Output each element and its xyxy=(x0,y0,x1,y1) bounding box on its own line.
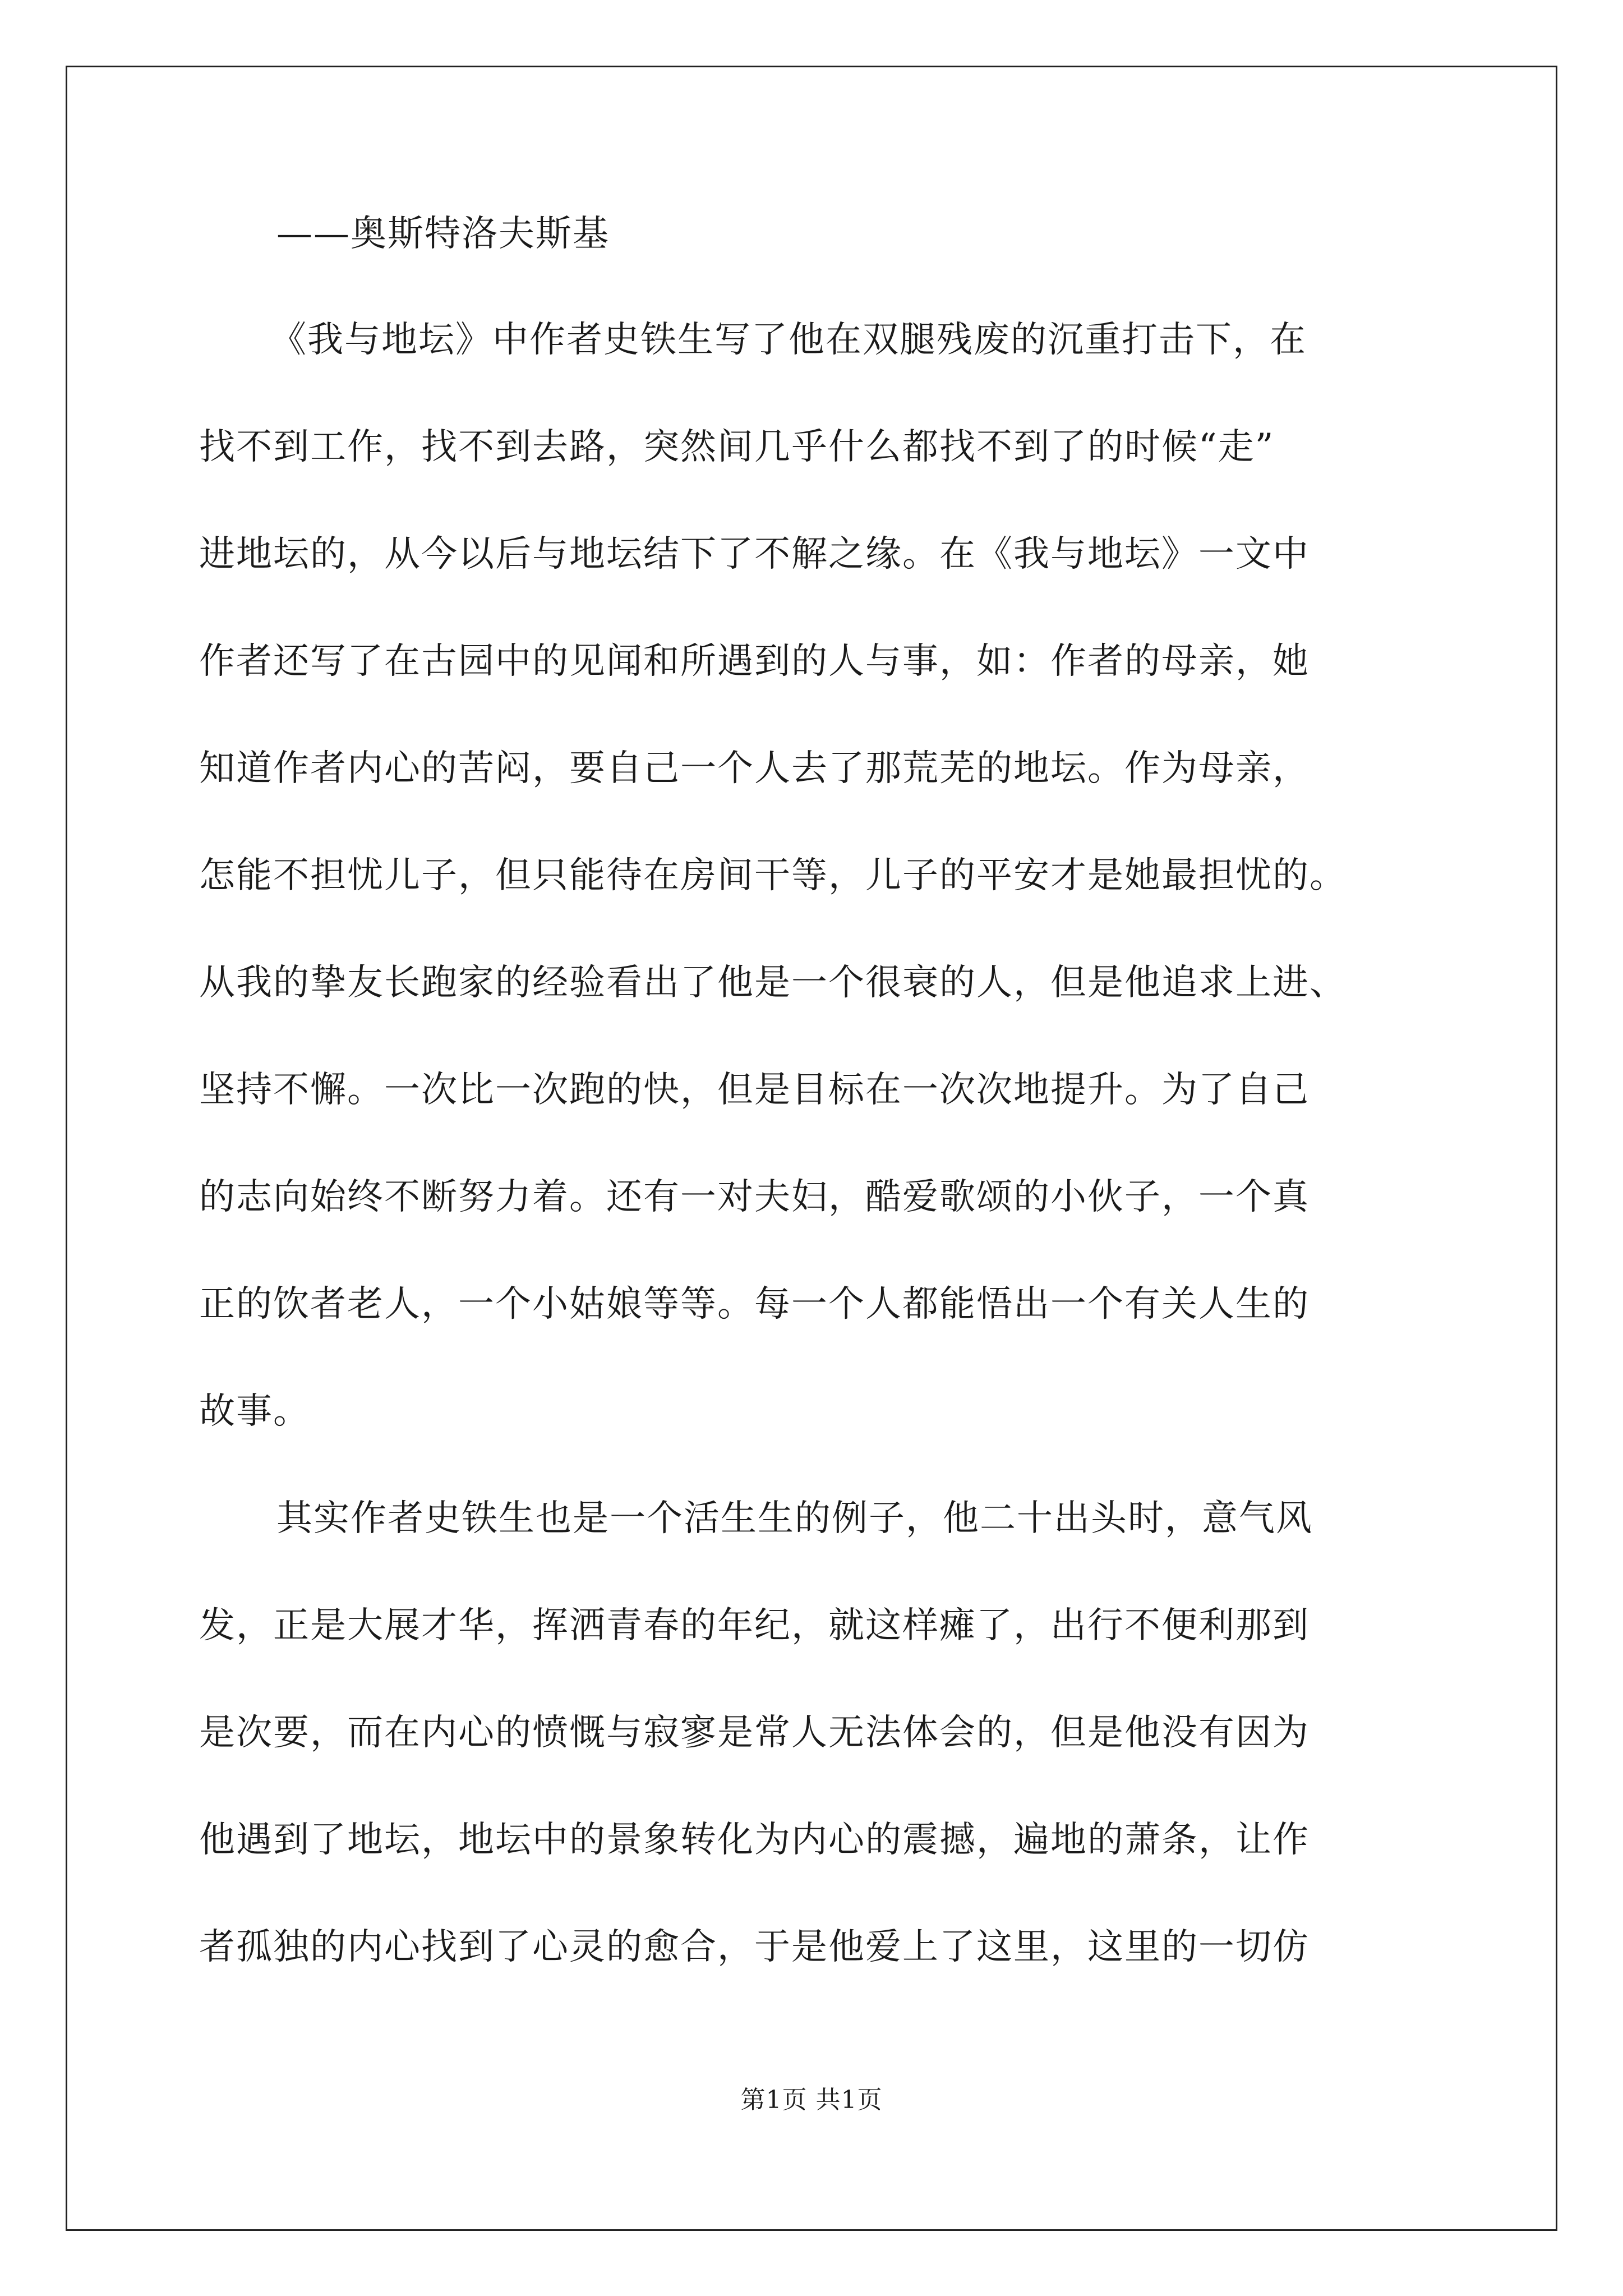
text-line: 坚持不懈。一次比一次跑的快，但是目标在一次次地提升。为了自己 xyxy=(199,1069,1310,1111)
text-line: 怎能不担忧儿子，但只能待在房间干等，儿子的平安才是她最担忧的。 xyxy=(199,855,1347,896)
page-footer: 第1页 共1页 xyxy=(740,2086,883,2114)
text-line: 是次要，而在内心的愤慨与寂寥是常人无法体会的，但是他没有因为 xyxy=(199,1712,1310,1754)
text-line: 者孤独的内心找到了心灵的愈合，于是他爱上了这里，这里的一切仿 xyxy=(199,1926,1310,1968)
text-line: 《我与地坛》中作者史铁生写了他在双腿残废的沉重打击下，在 xyxy=(270,319,1307,361)
text-line: 进地坛的，从今以后与地坛结下了不解之缘。在《我与地坛》一文中 xyxy=(199,533,1310,575)
text-line: 故事。 xyxy=(199,1391,310,1432)
text-line: 的志向始终不断努力着。还有一对夫妇，酷爱歌颂的小伙子，一个真 xyxy=(199,1176,1310,1218)
text-line: 作者还写了在古园中的见闻和所遇到的人与事，如：作者的母亲，她 xyxy=(199,641,1310,682)
text-line: 找不到工作，找不到去路，突然间几乎什么都找不到了的时候“走” xyxy=(199,426,1275,468)
page-border xyxy=(66,66,1557,2231)
text-line: 其实作者史铁生也是一个活生生的例子，他二十出头时，意气风 xyxy=(276,1498,1313,1539)
text-line: 正的饮者老人，一个小姑娘等等。每一个人都能悟出一个有关人生的 xyxy=(199,1283,1310,1325)
text-line: 他遇到了地坛，地坛中的景象转化为内心的震撼，遍地的萧条，让作 xyxy=(199,1819,1310,1861)
text-line: 知道作者内心的苦闷，要自己一个人去了那荒芜的地坛。作为母亲， xyxy=(199,748,1310,789)
text-line: 发，正是大展才华，挥洒青春的年纪，就这样瘫了，出行不便利那到 xyxy=(199,1605,1310,1646)
text-line: 从我的挚友长跑家的经验看出了他是一个很衰的人，但是他追求上进、 xyxy=(199,962,1347,1004)
text-line: ——奥斯特洛夫斯基 xyxy=(276,213,610,255)
